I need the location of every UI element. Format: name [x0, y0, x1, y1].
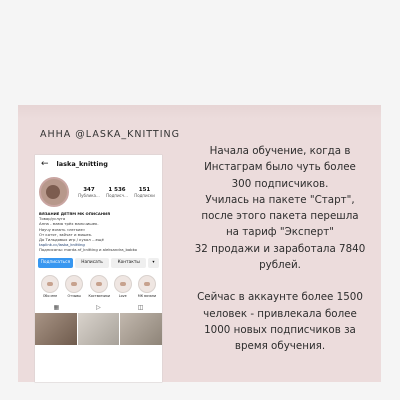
- stat-posts-label: Публика...: [78, 192, 100, 198]
- text-line: время обучения.: [234, 340, 326, 353]
- bio-category: Товар/услуга: [39, 216, 66, 222]
- subscribe-button[interactable]: Подписаться: [38, 258, 73, 268]
- instagram-profile-screenshot: [35, 155, 162, 382]
- highlight-label: Обо мне: [42, 293, 58, 298]
- highlight-item[interactable]: [40, 275, 60, 298]
- avatar[interactable]: [39, 177, 69, 207]
- profile-username: laska_knitting: [56, 160, 108, 168]
- stat-posts[interactable]: [78, 187, 100, 198]
- highlight-label: Костюмчики: [88, 293, 111, 298]
- text-line: человек - привлекала более: [203, 307, 357, 320]
- bio-line: Анна - мама трёх мальчишек.: [39, 221, 99, 227]
- profile-tabs: [35, 298, 162, 313]
- highlight-label: Отзывы: [67, 293, 81, 298]
- reels-icon[interactable]: ▷: [96, 303, 101, 311]
- post-thumbnail[interactable]: [35, 313, 77, 345]
- tagged-icon[interactable]: ◫: [137, 303, 144, 311]
- post-thumbnail[interactable]: [78, 313, 120, 345]
- post-grid: [35, 313, 162, 345]
- text-line: Сейчас в аккаунте более 1500: [197, 291, 363, 304]
- profile-actions: [35, 253, 162, 268]
- post-thumbnail[interactable]: [120, 313, 162, 345]
- stat-followers-value: 1 536: [108, 186, 126, 193]
- testimonial-card: [18, 105, 381, 382]
- stat-posts-value: 347: [83, 186, 95, 193]
- text-line: рублей.: [259, 259, 301, 272]
- highlight-item[interactable]: [137, 275, 157, 298]
- profile-bio: [35, 207, 162, 253]
- testimonial-text: [190, 143, 370, 355]
- stat-following[interactable]: [134, 187, 155, 198]
- text-line: 1000 новых подписчиков за: [204, 323, 356, 336]
- bio-line: Научу вязать «легкие»: [39, 226, 86, 232]
- story-highlights: [35, 268, 162, 298]
- stat-followers[interactable]: [106, 187, 128, 198]
- text-line: Начала обучение, когда в: [209, 145, 351, 157]
- text-line: 32 продажи и заработала 7840: [194, 242, 366, 255]
- stat-followers-label: Подписч...: [106, 192, 128, 198]
- followed-by[interactable]: Подписаны: marda.nf_knitting и aleksandra_bobko: [39, 247, 137, 253]
- text-line: Инстаграм было чуть более: [204, 161, 356, 174]
- stat-following-value: 151: [138, 186, 151, 193]
- text-line: после этого пакета перешла: [201, 210, 359, 223]
- text-line: 300 подписчиков.: [231, 177, 329, 190]
- bio-link[interactable]: taplink.cc/laska_knitting: [39, 242, 85, 248]
- bio-line[interactable]: До Тильдовых игр / кукол ...ещё: [39, 237, 104, 243]
- author-handle: АННА @LASKA_KNITTING: [40, 129, 181, 140]
- chevron-down-icon[interactable]: ▾: [148, 258, 159, 268]
- highlight-cover: [65, 275, 83, 293]
- text-line: на тариф "Эксперт": [225, 226, 335, 239]
- bio-line: От котят, зайчат и мишек.: [39, 231, 93, 237]
- highlight-item[interactable]: [64, 275, 84, 298]
- message-button[interactable]: Написать: [75, 258, 110, 268]
- highlight-cover: [138, 275, 156, 293]
- highlight-cover: [41, 275, 59, 293]
- back-arrow-icon[interactable]: ←: [41, 159, 49, 169]
- highlight-item[interactable]: [113, 275, 133, 298]
- paragraph-gap: [190, 273, 370, 289]
- contacts-button[interactable]: Контакты: [111, 258, 146, 268]
- highlight-label: Love: [118, 293, 127, 298]
- grid-icon[interactable]: ▦: [53, 303, 60, 311]
- profile-summary: [35, 173, 162, 207]
- card-edge: [18, 105, 381, 119]
- highlight-label: МК вязани: [137, 293, 157, 298]
- highlight-item[interactable]: [89, 275, 109, 298]
- highlight-cover: [114, 275, 132, 293]
- stat-following-label: Подписки: [134, 192, 155, 198]
- bio-title: ВЯЗАНИЕ ДЕТЯМ МК ОПИСАНИЯ: [39, 211, 111, 216]
- highlight-cover: [90, 275, 108, 293]
- text-line: Училась на пакете "Старт",: [205, 193, 355, 206]
- profile-stats: [75, 187, 158, 198]
- profile-header-bar: [35, 155, 162, 173]
